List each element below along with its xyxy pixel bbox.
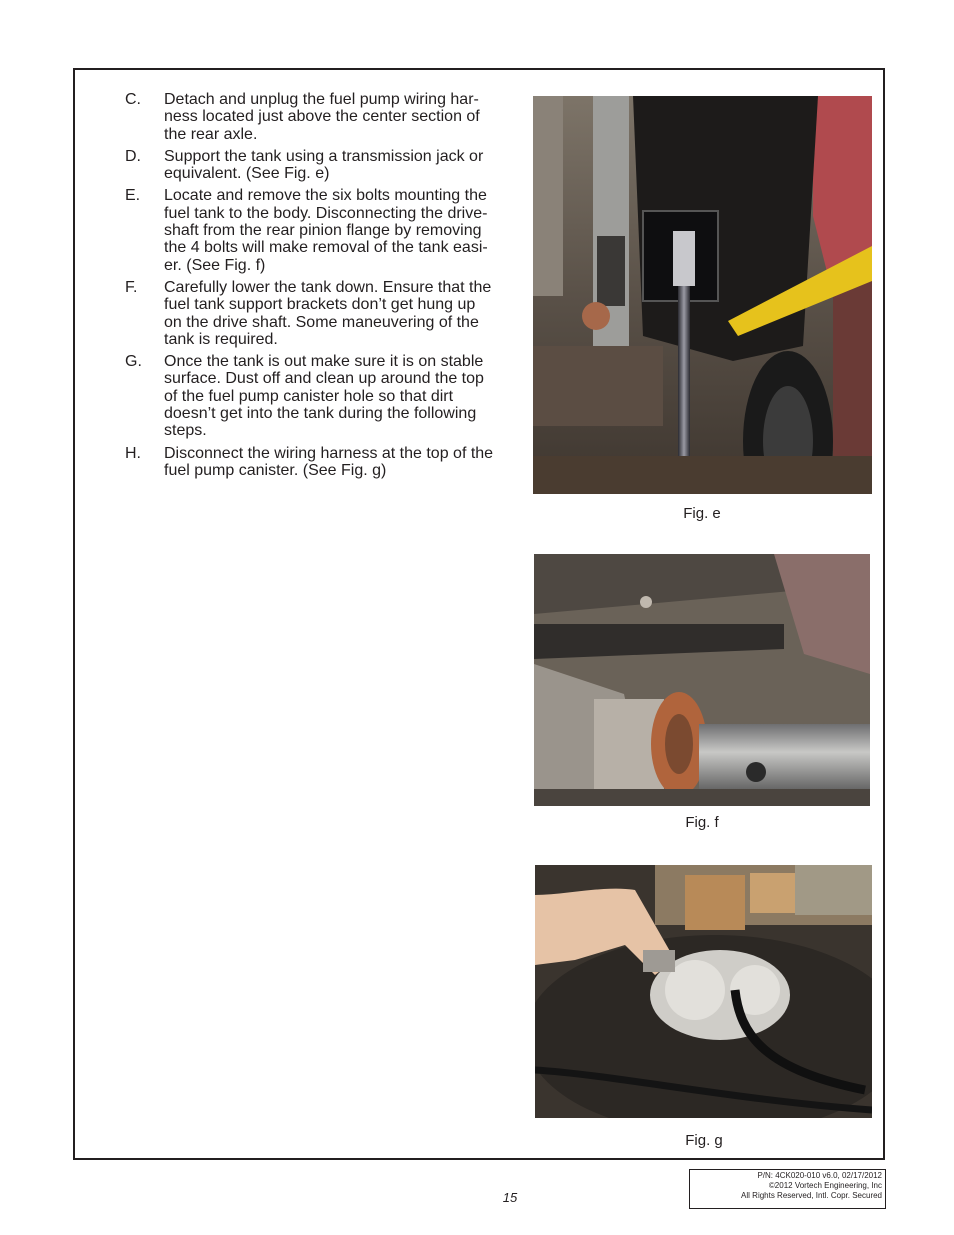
step-letter: H. <box>125 444 141 462</box>
rights-line: All Rights Reserved, Intl. Copr. Secured <box>741 1191 882 1200</box>
part-number: P/N: 4CK020-010 v6.0, 02/17/2012 <box>757 1171 882 1180</box>
step-line: Support the tank using a transmission jack or <box>164 147 484 165</box>
step-line: Locate and remove the six bolts mounting the <box>164 187 487 205</box>
step-line: Once the tank is out make sure it is on stable <box>164 353 484 371</box>
step-line: steps. <box>164 422 207 440</box>
step-line: shaft from the rear pinion flange by removing <box>164 222 482 240</box>
figure-f-caption: Fig. f <box>685 814 719 831</box>
step-letter: D. <box>125 147 141 165</box>
step-line: tank is required. <box>164 330 278 348</box>
figure-e-caption: Fig. e <box>683 505 721 522</box>
step-f <box>124 279 524 348</box>
step-letter: G. <box>125 353 142 371</box>
step-h <box>124 445 524 480</box>
step-line: fuel pump canister. (See Fig. g) <box>164 461 387 479</box>
figure-g-photo <box>535 865 872 1118</box>
step-line: fuel tank to the body. Disconnecting the drive- <box>164 204 488 222</box>
step-line: surface. Dust off and clean up around the top <box>164 370 484 388</box>
step-line: the 4 bolts will make removal of the tank easi- <box>164 239 488 257</box>
figure-g-caption: Fig. g <box>685 1132 723 1149</box>
step-line: Disconnect the wiring harness at the top of the <box>164 444 494 462</box>
step-line: the rear axle. <box>164 125 258 143</box>
page-number: 15 <box>502 1190 518 1205</box>
step-line: fuel tank support brackets don’t get hung up <box>164 296 476 314</box>
copyright-line: ©2012 Vortech Engineering, Inc <box>768 1181 882 1190</box>
instruction-steps <box>124 91 524 484</box>
figure-f-photo <box>534 554 870 806</box>
figure-e-photo <box>533 96 872 494</box>
step-line: er. (See Fig. f) <box>164 256 266 274</box>
step-d <box>124 148 524 183</box>
step-letter: E. <box>125 187 141 205</box>
step-e <box>124 187 524 273</box>
step-line: doesn’t get into the tank during the following <box>164 405 477 423</box>
part-number-box <box>689 1169 886 1209</box>
step-letter: F. <box>125 278 138 296</box>
step-line: Carefully lower the tank down. Ensure that the <box>164 278 492 296</box>
step-line: of the fuel pump canister hole so that dirt <box>164 387 454 405</box>
step-line: Detach and unplug the fuel pump wiring har- <box>164 91 479 108</box>
step-c <box>124 91 524 143</box>
step-letter: C. <box>125 91 141 108</box>
step-line: on the drive shaft. Some maneuvering of the <box>164 313 479 331</box>
step-line: equivalent. (See Fig. e) <box>164 165 330 183</box>
step-line: ness located just above the center section of <box>164 108 480 126</box>
step-g <box>124 353 524 439</box>
